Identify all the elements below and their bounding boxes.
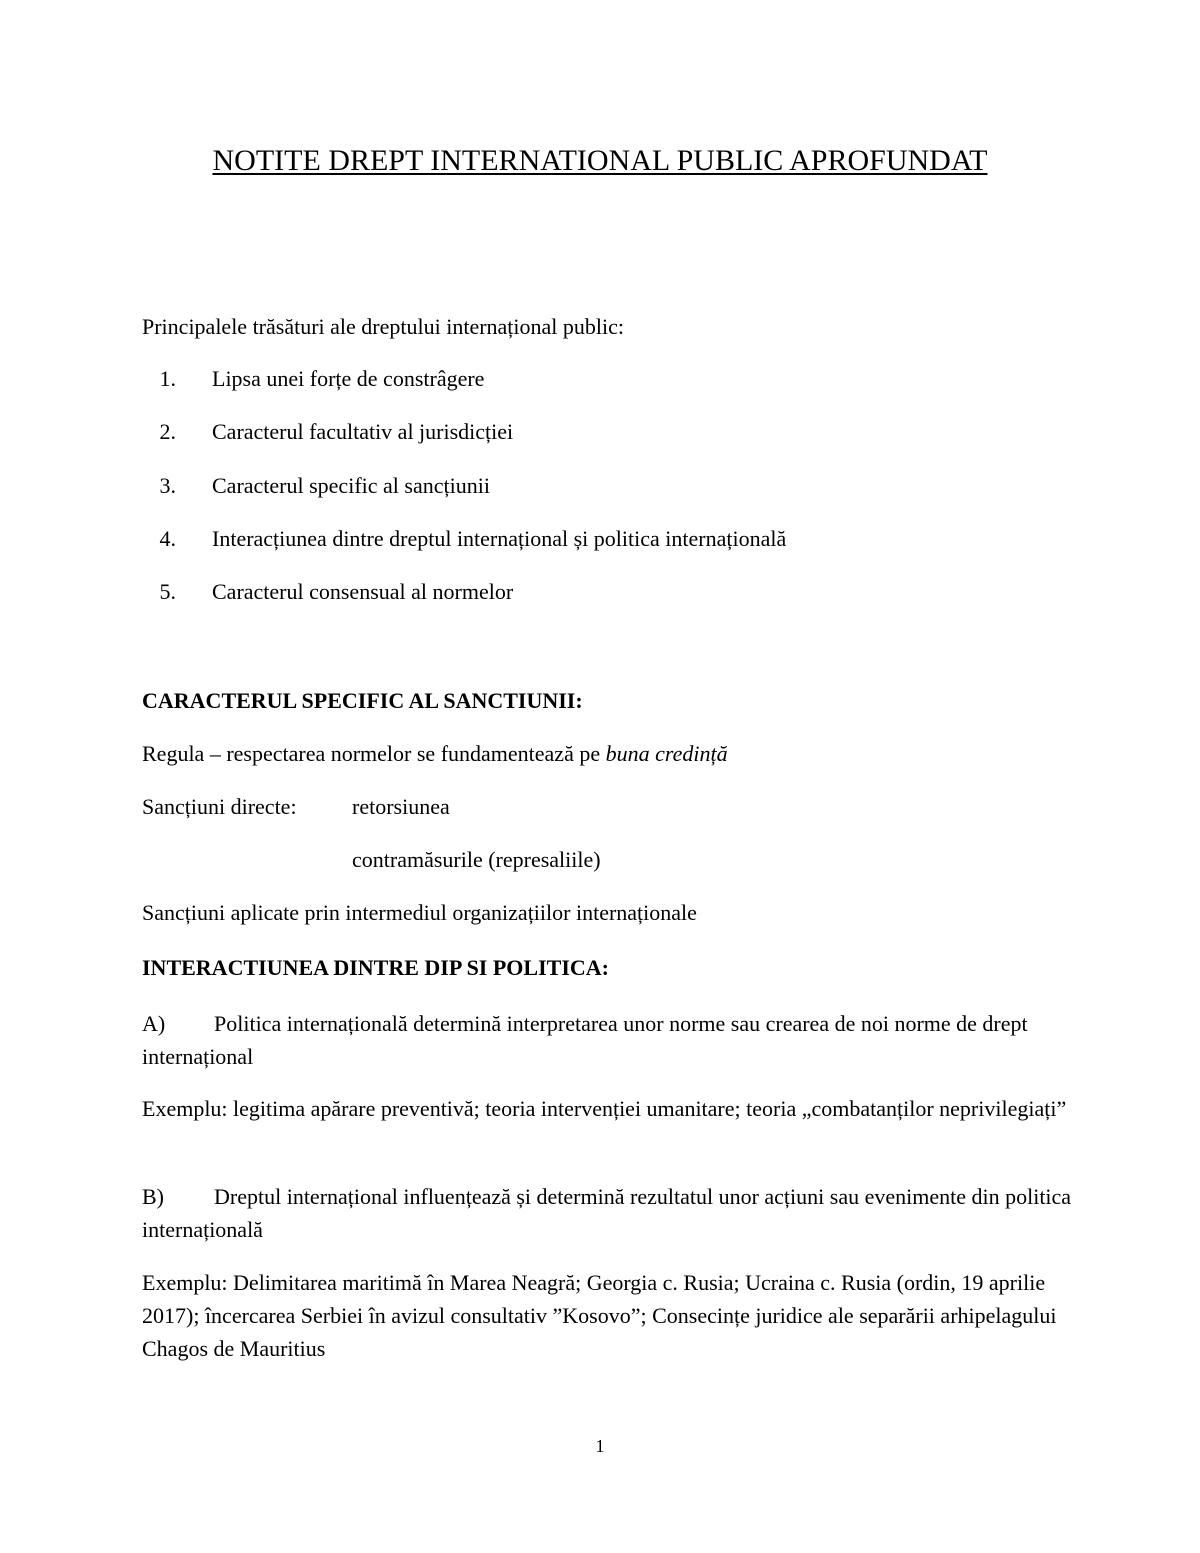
list-item-label: Interacțiunea dintre dreptul internațional și politica internațională (212, 526, 787, 551)
list-item-number: 1. (159, 366, 176, 391)
direct-sanction-item: contramăsurile (represaliile) (352, 847, 601, 872)
page-number: 1 (595, 1436, 605, 1456)
section-heading-sanctiunii: CARACTERUL SPECIFIC AL SANCTIUNII: (142, 688, 583, 713)
list-item (142, 415, 1042, 449)
list-item-label: Caracterul specific al sancțiunii (212, 473, 490, 498)
list-item (142, 522, 1042, 556)
example-a: Exemplu: legitima apărare preventivă; teoria intervenției umanitare; teoria „combatanților neprivilegiați” (142, 1096, 1067, 1121)
list-item-number: 4. (159, 526, 176, 551)
list-item-number: 3. (159, 473, 176, 498)
point-a (142, 1007, 1072, 1073)
list-item-label: Caracterul consensual al normelor (212, 579, 514, 604)
rule-prefix: Regula – respectarea normelor se fundamentează pe (142, 741, 606, 766)
rule-text (142, 737, 728, 771)
intro-text: Principalele trăsături ale dreptului internațional public: (142, 314, 625, 339)
point-b-marker: B) (142, 1184, 164, 1209)
list-item-number: 5. (159, 579, 176, 604)
list-item-number: 2. (159, 419, 176, 444)
list-item (142, 469, 1042, 503)
point-b (142, 1180, 1072, 1246)
document-title: NOTITE DREPT INTERNATIONAL PUBLIC APROFUNDAT (212, 144, 988, 177)
point-a-text: Politica internațională determină interpretarea unor norme sau crearea de noi norme de drept internațional (142, 1011, 1028, 1069)
section-heading-interactiunea: INTERACTIUNEA DINTRE DIP SI POLITICA: (142, 955, 609, 980)
point-b-text: Dreptul internațional influențează și determină rezultatul unor acțiuni sau evenimente din politica internațională (142, 1184, 1072, 1242)
org-sanctions-text: Sancțiuni aplicate prin intermediul organizațiilor internaționale (142, 900, 697, 925)
list-item (142, 575, 1042, 609)
direct-sanctions-label: Sancțiuni directe: (142, 794, 297, 819)
rule-emphasis: buna credință (605, 741, 728, 766)
list-item-label: Caracterul facultativ al jurisdicției (212, 419, 514, 444)
list-item (142, 362, 1042, 396)
example-b: Exemplu: Delimitarea maritimă în Marea Neagră; Georgia c. Rusia; Ucraina c. Rusia (ordin, 19 aprilie 2017); încercarea Serbiei în avizul consultativ ”Kosovo”; Consecințe juridice ale separării arhipelagului Chagos de Mauritius (142, 1270, 1057, 1361)
point-a-marker: A) (142, 1011, 166, 1036)
list-item-label: Lipsa unei forțe de constrâgere (212, 366, 485, 391)
direct-sanction-item: retorsiunea (352, 794, 450, 819)
